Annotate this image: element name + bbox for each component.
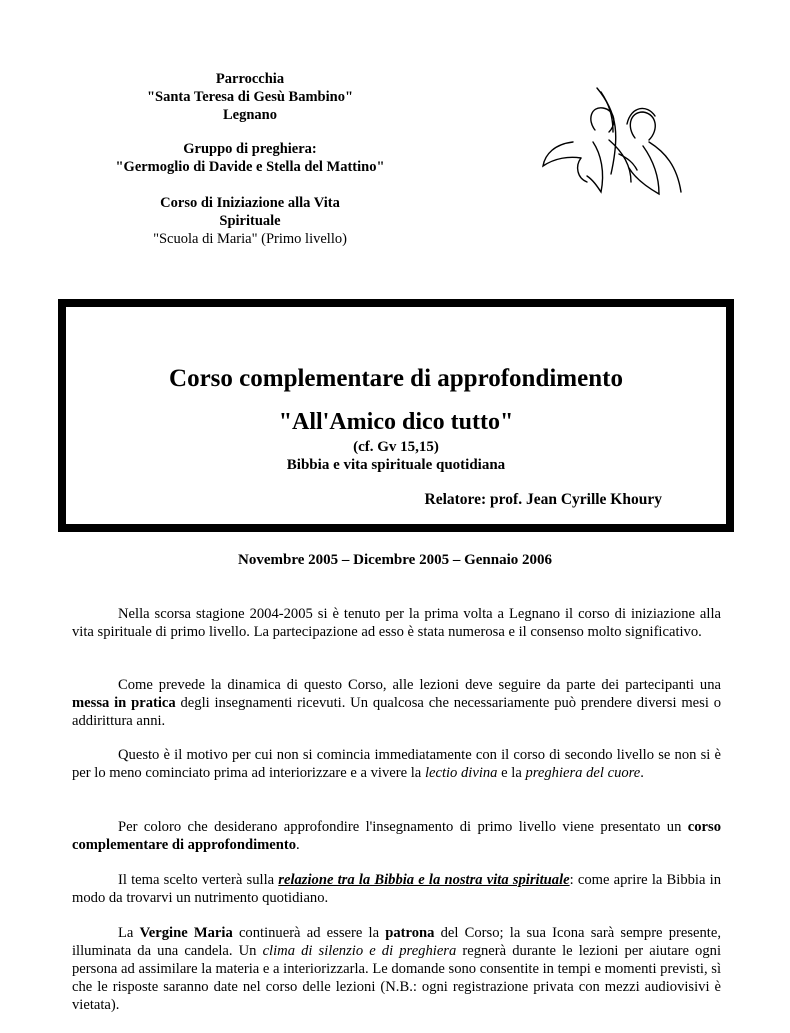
p6-text-a: La — [118, 925, 140, 941]
p3-text-a: Questo è il motivo per cui non si comincia immediatamente con il corso di secondo livello se non si è per lo meno cominciato prima ad interiorizzare e a vivere la — [72, 747, 721, 781]
p6-text-e: del Corso; la sua Icona sarà sempre presente, illuminata da una candela. Un — [72, 925, 721, 959]
paragraph-1 — [72, 605, 721, 641]
p3-preghiera: preghiera del cuore — [525, 765, 641, 781]
paragraph-1-text: Nella scorsa stagione 2004-2005 si è tenuto per la prima volta a Legnano il corso di iniziazione alla vita spirituale di primo livello. La partecipazione ad esso è stata numerosa e il consenso molto significativo. — [72, 606, 721, 640]
p4-text-a: Per coloro che desiderano approfondire l'insegnamento di primo livello viene presentato un — [118, 819, 688, 835]
course-subtitle: Bibbia e vita spirituale quotidiana — [286, 457, 506, 473]
p3-text-e: . — [640, 765, 644, 781]
course-header — [95, 194, 405, 248]
p5-text-a: Il tema scelto verterà sulla — [118, 872, 279, 888]
speaker-line: Relatore: prof. Jean Cyrille Khoury — [424, 491, 662, 508]
p6-clima: clima di silenzio e di preghiera — [262, 943, 457, 959]
course-line-2: Spirituale — [219, 213, 281, 229]
group-name: "Germoglio di Davide e Stella del Mattino" — [115, 159, 385, 175]
p6-vergine: Vergine Maria — [139, 925, 233, 941]
p6-text-c: continuerà ad essere la — [232, 925, 386, 941]
p2-emphasis: messa in pratica — [72, 695, 176, 711]
paragraph-5 — [72, 871, 721, 907]
scripture-reference: (cf. Gv 15,15) — [353, 439, 439, 455]
quote-title: "All'Amico dico tutto" — [278, 409, 514, 435]
parish-name: "Santa Teresa di Gesù Bambino" — [147, 89, 353, 105]
p3-text-c: e la — [497, 765, 526, 781]
group-label: Gruppo di preghiera: — [183, 141, 317, 157]
p2-text-a: Come prevede la dinamica di questo Corso, alle lezioni deve seguire da parte dei partecipanti una — [118, 677, 721, 693]
p3-lectio: lectio divina — [424, 765, 498, 781]
paragraph-2 — [72, 676, 721, 730]
p4-text-c: . — [296, 837, 300, 853]
p6-text-g: regnerà durante le lezioni per aiutare ogni persona ad assimilare la materia e a interiorizzarla. Le domande sono consentite in tempi e momenti previsti, sì che le risposte saranno date nel corso delle lezioni (N.B.: ogni registrazione privata con mezzi audiovisivi è vietata). — [72, 943, 722, 1013]
paragraph-3 — [72, 746, 721, 782]
angel-icon — [535, 82, 685, 202]
group-header — [95, 140, 405, 176]
p5-theme: relazione tra la Bibbia e la nostra vita spirituale — [278, 872, 570, 888]
main-title: Corso complementare di approfondimento — [169, 365, 623, 392]
p4-emphasis: corso complementare di approfondimento — [72, 819, 721, 853]
parish-label: Parrocchia — [215, 71, 285, 87]
p5-text-c: : come aprire la Bibbia in modo da trovarvi un nutrimento quotidiano. — [72, 872, 721, 906]
paragraph-4 — [72, 818, 721, 854]
parish-header — [95, 70, 405, 124]
p2-text-c: degli insegnamenti ricevuti. Un qualcosa che necessariamente può prendere diversi mesi o addirittura anni. — [72, 695, 721, 729]
course-line-1: Corso di Iniziazione alla Vita — [160, 195, 340, 211]
course-dates: Novembre 2005 – Dicembre 2005 – Gennaio 2006 — [238, 552, 552, 568]
p6-patrona: patrona — [385, 925, 435, 941]
parish-city: Legnano — [223, 107, 277, 123]
paragraph-6 — [72, 924, 721, 1014]
title-box — [58, 299, 734, 532]
course-line-3: "Scuola di Maria" (Primo livello) — [153, 231, 347, 247]
